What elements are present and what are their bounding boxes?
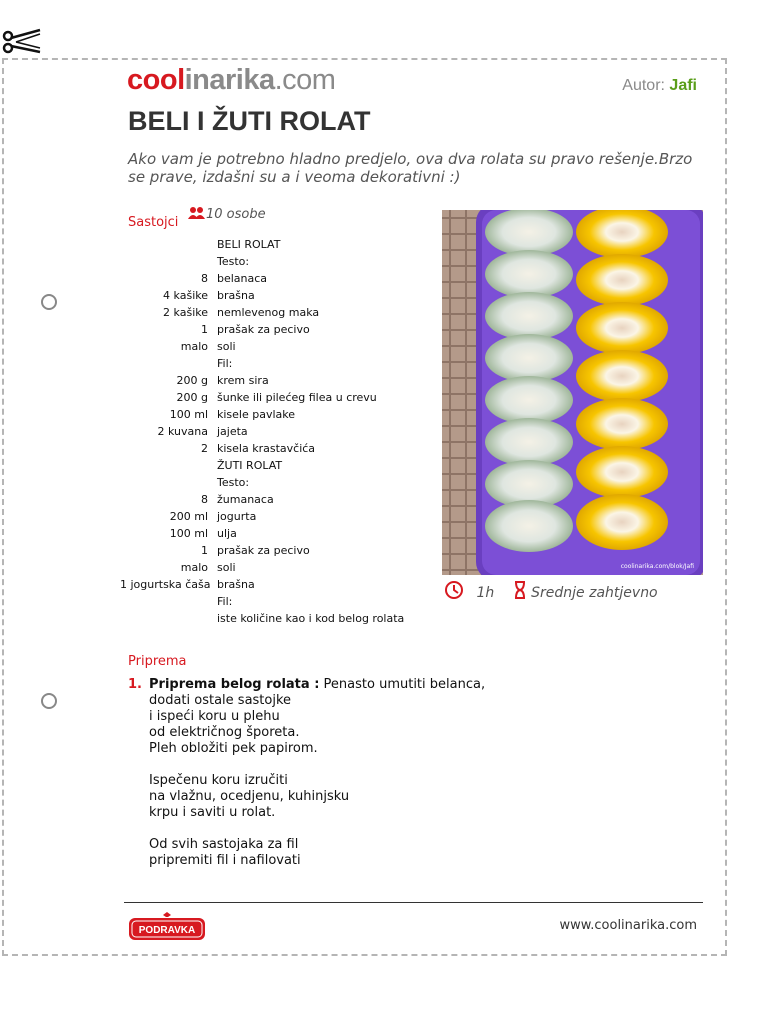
ingredient-row (120, 542, 430, 559)
ingredient-row (120, 440, 430, 457)
ingredient-name: nemlevenog maka (217, 306, 320, 319)
ingredient-name: jogurta (217, 510, 257, 523)
prep-time: 1h (476, 585, 495, 601)
step-lines (149, 693, 485, 869)
ingredient-quantity: 200 ml (169, 510, 208, 523)
ingredient-quantity: malo (180, 561, 208, 574)
ingredient-quantity: 100 ml (169, 408, 208, 421)
podravka-text: PODRAVKA (138, 925, 196, 936)
step-text-line: Od svih sastojaka za fil (149, 837, 299, 852)
ingredient-name: belanaca (217, 272, 268, 285)
step-text-line: Pleh obložiti pek papirom. (149, 741, 318, 756)
photo-watermark: coolinarika.com/blok/Jafi (620, 563, 694, 570)
step-text-line: pripremiti fil i nafilovati (149, 853, 301, 868)
ingredient-quantity: malo (180, 340, 208, 353)
ingredient-name: prašak za pecivo (217, 544, 310, 557)
ingredient-quantity: 8 (201, 272, 208, 285)
step-text-line: dodati ostale sastojke (149, 693, 292, 708)
difficulty-icon (513, 580, 527, 600)
ingredient-row (120, 406, 430, 423)
author-name[interactable]: Jafi (669, 77, 697, 94)
ingredient-name: Fil: (217, 357, 233, 370)
ingredient-name: kisela krastavčića (217, 442, 316, 455)
ingredient-quantity: 2 (201, 442, 208, 455)
step-text-line (149, 757, 485, 773)
persons-icon (188, 206, 206, 220)
website-link[interactable]: www.coolinarika.com (559, 918, 697, 933)
step-text-line: krpu i saviti u rolat. (149, 805, 276, 820)
ingredient-row (120, 355, 430, 372)
step-body (149, 677, 485, 869)
author-label: Autor: (622, 77, 665, 94)
ingredient-row (120, 491, 430, 508)
ingredient-name: brašna (217, 289, 255, 302)
ingredient-row (120, 457, 430, 474)
clock-icon (444, 580, 464, 600)
ingredient-row (120, 389, 430, 406)
ingredient-name: ulja (217, 527, 237, 540)
ingredient-row (120, 287, 430, 304)
ingredient-quantity: 1 (201, 323, 208, 336)
recipe-intro: Ako vam je potrebno hladno predjelo, ova dva rolata su pravo rešenje.Brzo se prave, izdašni su a i veoma dekorativni :) (128, 150, 693, 186)
ingredient-row (120, 338, 430, 355)
ingredient-name: Testo: (217, 255, 250, 268)
ingredient-quantity: 2 kuvana (157, 425, 208, 438)
ingredient-name: šunke ili pilećeg filea u crevu (217, 391, 377, 404)
ingredient-name: BELI ROLAT (217, 238, 281, 251)
ingredient-name: soli (217, 561, 236, 574)
ingredient-quantity: 8 (201, 493, 208, 506)
ingredient-row (120, 423, 430, 440)
difficulty: Srednje zahtjevno (531, 585, 658, 601)
ingredient-row (120, 610, 430, 627)
ingredient-name: soli (217, 340, 236, 353)
binder-hole-bottom (41, 693, 57, 709)
servings-text: 10 osobe (206, 207, 266, 222)
ingredient-name: kisele pavlake (217, 408, 296, 421)
step-number: 1. (128, 677, 142, 692)
ingredient-row (120, 474, 430, 491)
step-text-line: na vlažnu, ocedjenu, kuhinjsku (149, 789, 350, 804)
ingredient-name: ŽUTI ROLAT (217, 459, 283, 472)
ingredient-name: prašak za pecivo (217, 323, 310, 336)
author-line (622, 77, 697, 95)
ingredient-row (120, 270, 430, 287)
ingredient-row (120, 525, 430, 542)
recipe-meta (444, 580, 658, 601)
ingredient-row (120, 321, 430, 338)
rolls-image (442, 210, 703, 575)
ingredient-quantity: 200 g (176, 374, 208, 387)
ingredient-row (120, 236, 430, 253)
ingredient-name: žumanaca (217, 493, 274, 506)
coolinarika-logo[interactable]: coolinarika.com (127, 64, 336, 96)
binder-hole-top (41, 294, 57, 310)
ingredient-row (120, 372, 430, 389)
step-text-line: i ispeći koru u plehu (149, 709, 280, 724)
ingredient-row (120, 253, 430, 270)
ingredients-list (120, 236, 430, 627)
servings (188, 206, 266, 222)
recipe-photo[interactable] (442, 210, 703, 575)
step-text-line: od električnog šporeta. (149, 725, 300, 740)
recipe-title: BELI I ŽUTI ROLAT (128, 106, 371, 136)
ingredient-row (120, 576, 430, 593)
ingredient-quantity: 1 (201, 544, 208, 557)
ingredients-heading: Sastojci (128, 215, 179, 230)
ingredient-row (120, 508, 430, 525)
ingredient-quantity: 4 kašike (163, 289, 208, 302)
ingredient-quantity: 100 ml (169, 527, 208, 540)
ingredient-row (120, 304, 430, 321)
ingredient-name: iste količine kao i kod belog rolata (217, 612, 405, 625)
ingredient-row (120, 593, 430, 610)
ingredient-quantity: 2 kašike (163, 306, 208, 319)
preparation-heading: Priprema (128, 654, 187, 669)
ingredient-name: krem sira (217, 374, 269, 387)
footer-divider (124, 902, 703, 903)
ingredient-name: Testo: (217, 476, 250, 489)
step-text-line: Ispečenu koru izručiti (149, 773, 288, 788)
ingredient-quantity: 1 jogurtska čaša (120, 578, 211, 591)
scissors-icon (2, 26, 42, 56)
ingredient-name: Fil: (217, 595, 233, 608)
ingredient-row (120, 559, 430, 576)
ingredient-name: jajeta (217, 425, 248, 438)
step-title: Priprema belog rolata : (149, 677, 320, 692)
ingredient-name: brašna (217, 578, 255, 591)
podravka-logo[interactable] (127, 912, 207, 942)
step-text-line (149, 821, 485, 837)
ingredient-quantity: 200 g (176, 391, 208, 404)
step-first-line: Penasto umutiti belanca, (323, 677, 486, 692)
